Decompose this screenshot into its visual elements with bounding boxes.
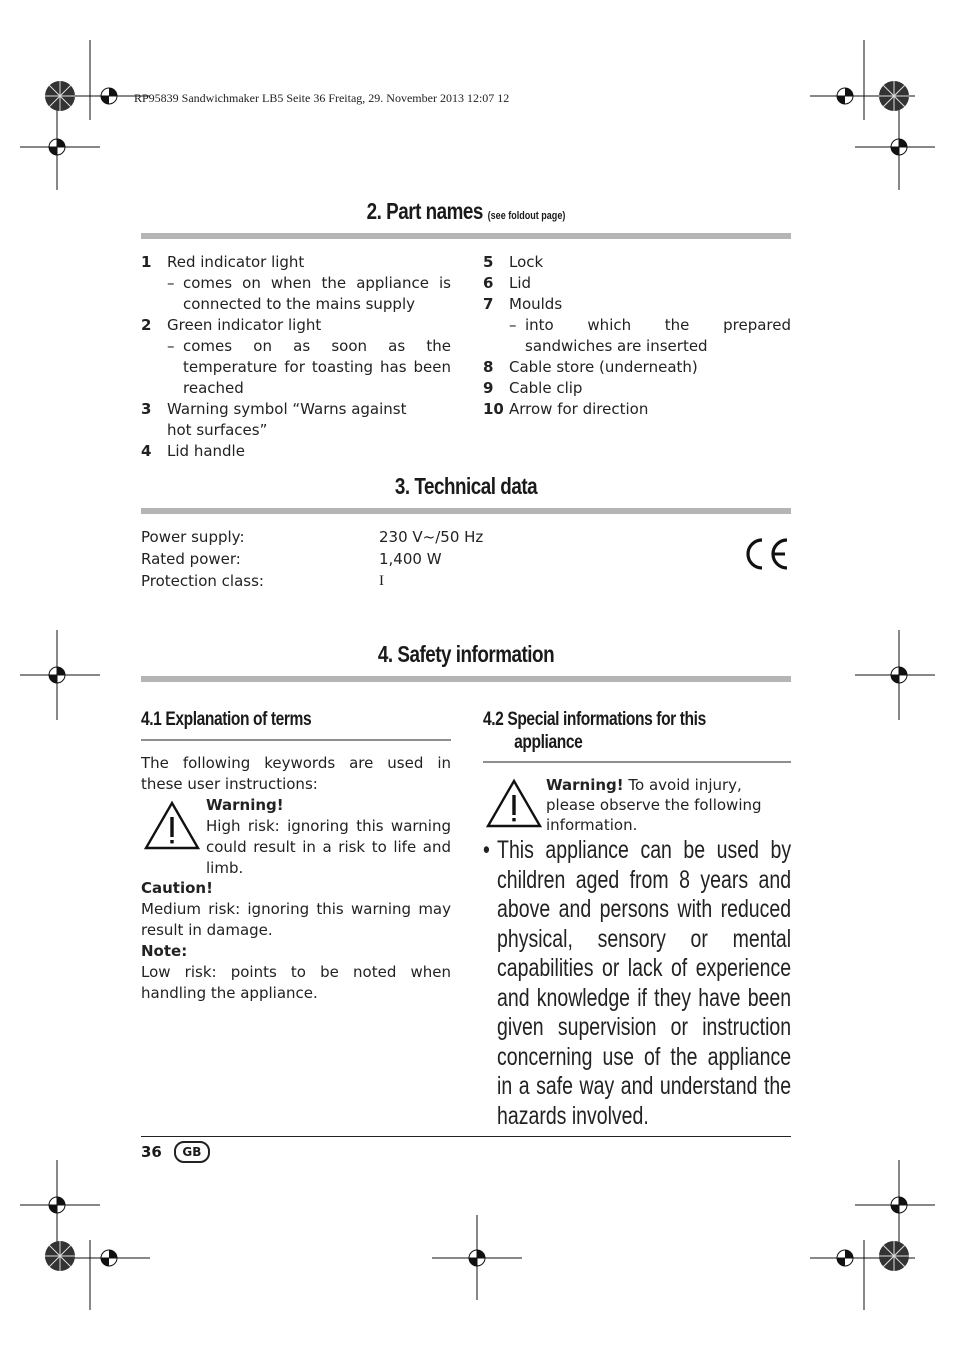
technical-data-table (141, 527, 483, 593)
page-number: 36 (141, 1143, 162, 1161)
section-3-rule (141, 508, 791, 514)
subsection-4-1-heading: 4.1 Explanation of terms (141, 709, 312, 730)
warning-text: High risk: ignoring this warning could result in a risk to life and limb. (206, 817, 451, 877)
part-item: 7 Moulds (483, 295, 563, 313)
warning-triangle-icon (485, 778, 543, 830)
subsection-4-2-rule (483, 761, 791, 763)
section-4-rule (141, 676, 791, 682)
tech-row: Rated power: 1,400 W (141, 550, 442, 568)
tech-row: Protection class: I (141, 572, 384, 590)
keywords-intro: The following keywords are used in these user instructions: (141, 754, 451, 793)
part-item: 8 Cable store (underneath) (483, 358, 698, 376)
part-subitem: – comes on as soon as the temperature for toasting has been reached (167, 337, 451, 397)
part-item: 9 Cable clip (483, 379, 583, 397)
part-item: 6 Lid (483, 274, 532, 292)
caution-label: Caution! (141, 879, 213, 897)
safety-bullet: • This appliance can be used by children aged from 8 years and above and persons with reduced physical, sensory or mental capabilities or lack of experience and knowledge if they have been given supervision or instruction concerning use of the appliance in a safe way and understand the hazards involved. (483, 836, 792, 1130)
section-4-heading: 4. Safety information (377, 641, 555, 667)
note-label: Note: (141, 942, 188, 960)
safety-bullet-text: This appliance can be used by children aged from 8 years and above and persons with reduced physical, sensory or mental capabilities or lack of experience and knowledge if they have been given supervision or instruction concerning use of the appliance in a safe way and understand the hazards involved. (497, 836, 792, 1130)
page-footer (141, 1141, 210, 1163)
warning-triangle-icon (143, 800, 201, 852)
part-item: 2 Green indicator light (141, 316, 322, 334)
caution-note-block (141, 878, 451, 1004)
tech-row: Power supply: 230 V~/50 Hz (141, 528, 484, 546)
parts-list-right (483, 252, 791, 420)
warning-label: Warning! (206, 796, 284, 814)
language-badge: GB (174, 1141, 210, 1163)
part-subitem: – into which the prepared sandwiches are inserted (509, 316, 791, 355)
part-item: 10 Arrow for direction (483, 400, 649, 418)
warning-block (206, 795, 451, 879)
subsection-4-1-rule (141, 739, 451, 741)
part-subitem: – comes on when the appliance is connected to the mains supply (167, 274, 451, 313)
print-header: RP95839 Sandwichmaker LB5 Seite 36 Freitag, 29. November 2013 12:07 12 (134, 91, 510, 105)
section-2-note: (see foldout page) (487, 210, 566, 222)
footer-rule (141, 1136, 791, 1137)
part-item: 5 Lock (483, 253, 544, 271)
parts-list-left (141, 252, 451, 462)
part-item: 1 Red indicator light (141, 253, 305, 271)
caution-text: Medium risk: ignoring this warning may result in damage. (141, 900, 451, 939)
part-item: 3 Warning symbol “Warns against hot surfaces” (141, 400, 407, 439)
section-2-heading: 2. Part names (see foldout page) (366, 198, 566, 224)
ce-mark-icon (740, 536, 790, 572)
part-item: 4 Lid handle (141, 442, 245, 460)
subsection-4-2-heading: 4.2 Special informations for this appliance (483, 709, 706, 753)
special-warning: Warning! To avoid injury, please observe the following information. (546, 776, 762, 834)
section-2-rule (141, 233, 791, 239)
section-3-heading: 3. Technical data (394, 473, 538, 499)
note-text: Low risk: points to be noted when handling the appliance. (141, 963, 451, 1002)
